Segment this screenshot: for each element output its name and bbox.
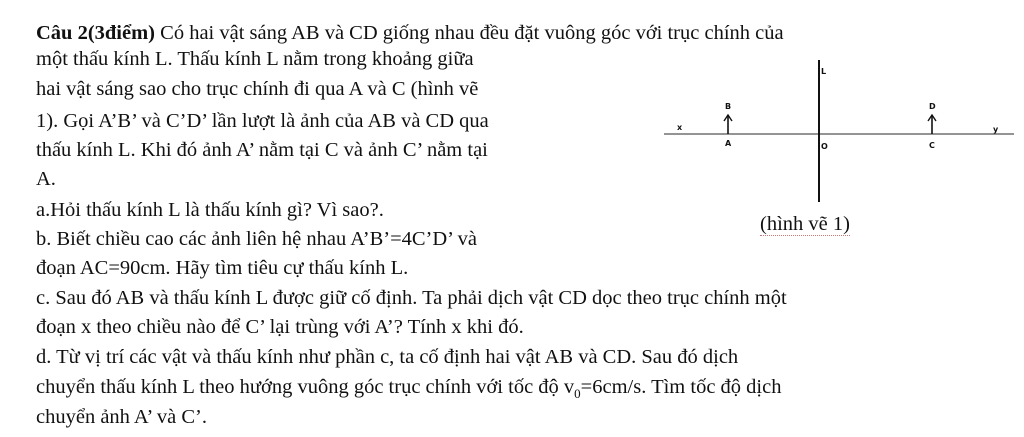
line-3: hai vật sáng sao cho trục chính đi qua A và C (hình vẽ	[36, 78, 479, 100]
figure-caption: (hình vẽ 1)	[760, 213, 850, 235]
label-L: L	[821, 67, 827, 76]
part-a: a.Hỏi thấu kính L là thấu kính gì? Vì sao?.	[36, 199, 384, 221]
label-C: C	[929, 141, 935, 150]
line-13: chuyển thấu kính L theo hướng vuông góc trục chính với tốc độ $v_0=6cm/s$. Tìm tốc độ dịch	[36, 376, 782, 402]
line-1: Câu 2(3điểm) Có hai vật sáng AB và CD giống nhau đều đặt vuông góc với trục chính của	[36, 22, 784, 44]
label-D: D	[929, 102, 936, 111]
question-label: Câu 2(3điểm)	[36, 22, 156, 44]
label-B: B	[725, 102, 732, 111]
line-6: A.	[36, 168, 56, 190]
part-d: d. Từ vị trí các vật và thấu kính như phần c, ta cố định hai vật AB và CD. Sau đó dịch	[36, 346, 739, 368]
line-4: 1). Gọi A’B’ và C’D’ lần lượt là ảnh của AB và CD qua	[36, 110, 489, 132]
part-b: b. Biết chiều cao các ảnh liên hệ nhau A’B’=4C’D’ và	[36, 228, 477, 250]
line-2: một thấu kính L. Thấu kính L nằm trong khoảng giữa	[36, 48, 474, 70]
label-A: A	[725, 139, 732, 148]
label-y: y	[993, 125, 999, 134]
part-c: c. Sau đó AB và thấu kính L được giữ cố định. Ta phải dịch vật CD dọc theo trục chính một	[36, 287, 787, 309]
label-O: O	[821, 142, 828, 151]
label-x: x	[677, 123, 683, 132]
line-9: đoạn AC=90cm. Hãy tìm tiêu cự thấu kính L.	[36, 257, 409, 279]
line-14: chuyển ảnh A’ và C’.	[36, 406, 207, 428]
line-5: thấu kính L. Khi đó ảnh A’ nằm tại C và ảnh C’ nằm tại	[36, 139, 488, 161]
line-11: đoạn x theo chiều nào để C’ lại trùng với A’? Tính x khi đó.	[36, 316, 524, 338]
optics-figure	[664, 60, 1014, 210]
